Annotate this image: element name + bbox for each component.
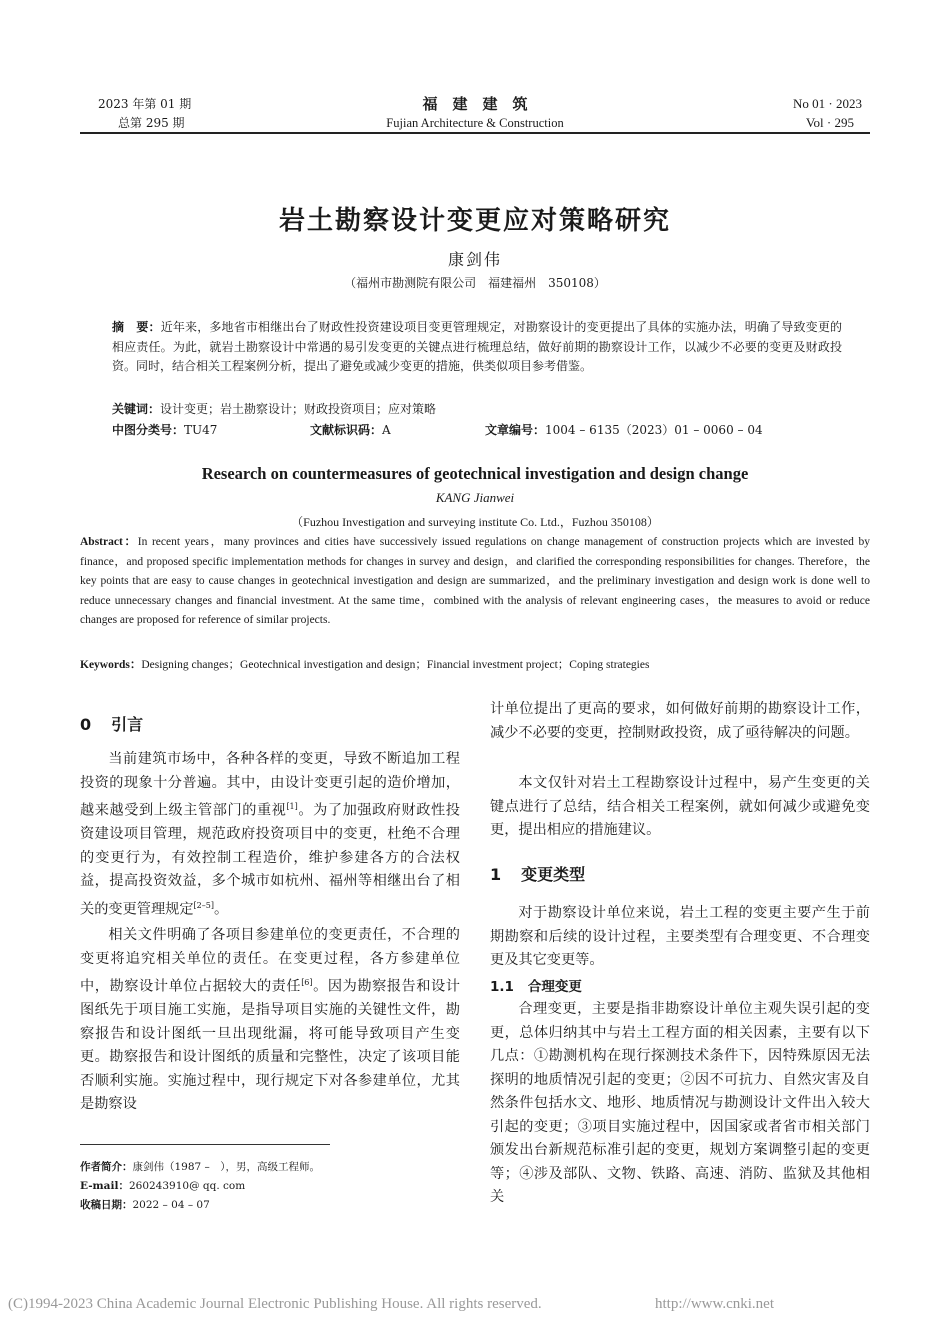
keywords-en-text: Designing changes；Geotechnical investigation and design；Financial investment project；Coping strategies (141, 659, 650, 671)
paragraph-2 (80, 924, 460, 1117)
paragraph-1-text: 当前建筑市场中，各种各样的变更，导致不断追加工程投资的现象十分普遍。其中，由设计变更引起的造价增加，越来越受到上级主管部门的重视 (80, 751, 460, 819)
footnote-email-text: 260243910@ qq. com (128, 1180, 246, 1192)
article-title-en: Research on countermeasures of geotechnical investigation and design change (201, 464, 749, 483)
paragraph-3: 本文仅针对岩土工程勘察设计过程中，易产生变更的关键点进行了总结，结合相关工程案例，就如何减少或避免变更，提出相应的措施建议。 (490, 775, 870, 838)
copyright-notice: (C)1994-2023 China Academic Journal Electronic Publishing House. All rights reserved. (8, 1296, 542, 1312)
article-number (485, 421, 763, 441)
clc-label: 中图分类号： (112, 423, 185, 437)
abstract-cn-label: 摘 要： (112, 320, 161, 334)
footnote-date (80, 1196, 460, 1214)
abstract-cn-text: 近年来，多地省市相继出台了财政性投资建设项目变更管理规定，对勘察设计的变更提出了具体的实施办法，明确了导致变更的相应责任。为此，就岩土勘察设计中常遇的易引发变更的关键点进行梳理总结，做好前期的勘察设计工作，以减少不必要的变更及财政投资。同时，结合相关工程案例分析，提出了避免或减少变更的措施，供类似项目参考借鉴。 (112, 320, 842, 373)
abstract-cn (112, 318, 842, 377)
paragraph-2-text: 相关文件明确了各项目参建单位的变更责任，不合理的变更将追究相关单位的责任。在变更过程，各方参建单位中，勘察设计单位占据较大的责任 (80, 927, 460, 995)
footnote-date-text: 2022 – 04 – 07 (132, 1199, 210, 1211)
clc-value: TU47 (184, 423, 218, 437)
article-number-value: 1004 – 6135（2023）01 – 0060 – 04 (545, 423, 763, 437)
footnote-author (80, 1158, 460, 1176)
header-rule (80, 132, 870, 134)
citation-1: [1] (286, 802, 298, 811)
header-issue: 2023 年第 01 期 (98, 97, 192, 111)
doc-code (310, 421, 391, 441)
citation-2-5: [2–5] (193, 900, 214, 910)
paragraph-2-continued: 计单位提出了更高的要求，如何做好前期的勘察设计工作，减少不必要的变更，控制财政投资，成了亟待解决的问题。 (490, 701, 870, 741)
paragraph-4: 对于勘察设计单位来说，岩土工程的变更主要产生于前期勘察和后续的设计过程，主要类型有合理变更、不合理变更及其它变更等。 (490, 905, 870, 968)
paragraph-1-text-b: 。为了加强政府财政性投资建设项目管理，规范政府投资项目中的变更，杜绝不合理的变更行为，有效控制工程造价，维护参建各方的合法权益，提高投资效益，多个城市如杭州、福州等相继出台了相关的变更管理规定 (80, 802, 460, 918)
section-1-heading (490, 862, 585, 885)
section-1-title: 变更类型 (521, 865, 586, 884)
header-journal-en: Fujian Architecture & Construction (386, 116, 564, 130)
paragraph-1 (80, 748, 460, 922)
keywords-cn (112, 400, 842, 420)
footnote-author-text: 康剑伟（1987 – ），男，高级工程师。 (132, 1161, 321, 1173)
copyright-url[interactable]: http://www.cnki.net (655, 1296, 775, 1312)
affiliation-en: （Fuzhou Investigation and surveying institute Co. Ltd.，Fuzhou 350108） (291, 515, 659, 529)
keywords-en-label: Keywords： (80, 659, 142, 671)
header-total: 总第 295 期 (118, 116, 185, 130)
footnote-date-label: 收稿日期： (80, 1199, 133, 1211)
header-issue-en: No 01 · 2023 (793, 96, 862, 111)
keywords-cn-text: 设计变更；岩土勘察设计；财政投资项目；应对策略 (160, 402, 437, 416)
footnote-rule (80, 1144, 330, 1145)
doc-code-value: A (382, 423, 391, 437)
section-0-heading (80, 712, 143, 735)
author-en: KANG Jianwei (435, 490, 515, 505)
subsection-1-1-heading (490, 975, 582, 995)
footnote-email-label: E-mail： (80, 1180, 129, 1192)
header-journal-cn: 福 建 建 筑 (422, 95, 528, 113)
author-cn: 康剑伟 (447, 250, 502, 269)
paragraph-2-text-b: 。因为勘察报告和设计图纸先于项目施工实施，是指导项目实施的关键性文件，勘察报告和设计图纸一旦出现纰漏，将可能导致项目产生变更。勘察报告和设计图纸的质量和完整性，决定了该项目能否顺利实施。实施过程中，现行规定下对各参建单位，尤其是勘察设 (80, 978, 460, 1113)
abstract-en (80, 533, 870, 631)
affiliation-cn: （福州市勘测院有限公司 福建福州 350108） (344, 276, 606, 290)
subsection-1-1-title: 合理变更 (527, 979, 582, 995)
section-0-number: 0 (80, 715, 92, 734)
doc-code-label: 文献标识码： (310, 423, 383, 437)
subsection-1-1-number: 1.1 (490, 979, 514, 995)
keywords-cn-label: 关键词： (112, 402, 161, 416)
article-title-cn: 岩土勘察设计变更应对策略研究 (278, 206, 671, 236)
abstract-en-text: In recent years，many provinces and cities have successively issued regulations on change management of construction projects which are invested by finance，and proposed specific implementation methods for changes in survey and design，and clarified the corresponding responsibilities for changes. Therefore，the key points that are easy to cause changes in geotechnical investigation and design are summarized，and the preliminary investigation and design work is done well to reduce unnecessary changes and financial investment. At the same time，combined with the analysis of relevant engineering cases，the measures to avoid or reduce changes are proposed for reference of similar projects. (80, 536, 870, 626)
section-1-number: 1 (490, 865, 502, 884)
section-0-title: 引言 (111, 715, 144, 734)
paragraph-5: 合理变更，主要是指非勘察设计单位主观失误引起的变更，总体归纳其中与岩土工程方面的相关因素，主要有以下几点：①勘测机构在现行探测技术条件下，因特殊原因无法探明的地质情况引起的变更；②因不可抗力、自然灾害及自然条件包括水文、地形、地质情况与勘测设计文件出入较大引起的变更；③项目实施过程中，因国家或者省市相关部门颁发出台新规范标准引起的变更，规划方案调整引起的变更等；④涉及部队、文物、铁路、高速、消防、监狱及其他相关 (490, 1001, 870, 1205)
citation-6: [6] (301, 978, 313, 987)
abstract-en-label: Abstract： (80, 536, 138, 548)
header-vol-en: Vol · 295 (805, 115, 854, 130)
footnote-email (80, 1177, 460, 1195)
paragraph-1-text-c: 。 (213, 901, 229, 918)
keywords-en (80, 656, 870, 676)
footnote-author-label: 作者简介： (80, 1161, 133, 1173)
article-number-label: 文章编号： (485, 423, 546, 437)
